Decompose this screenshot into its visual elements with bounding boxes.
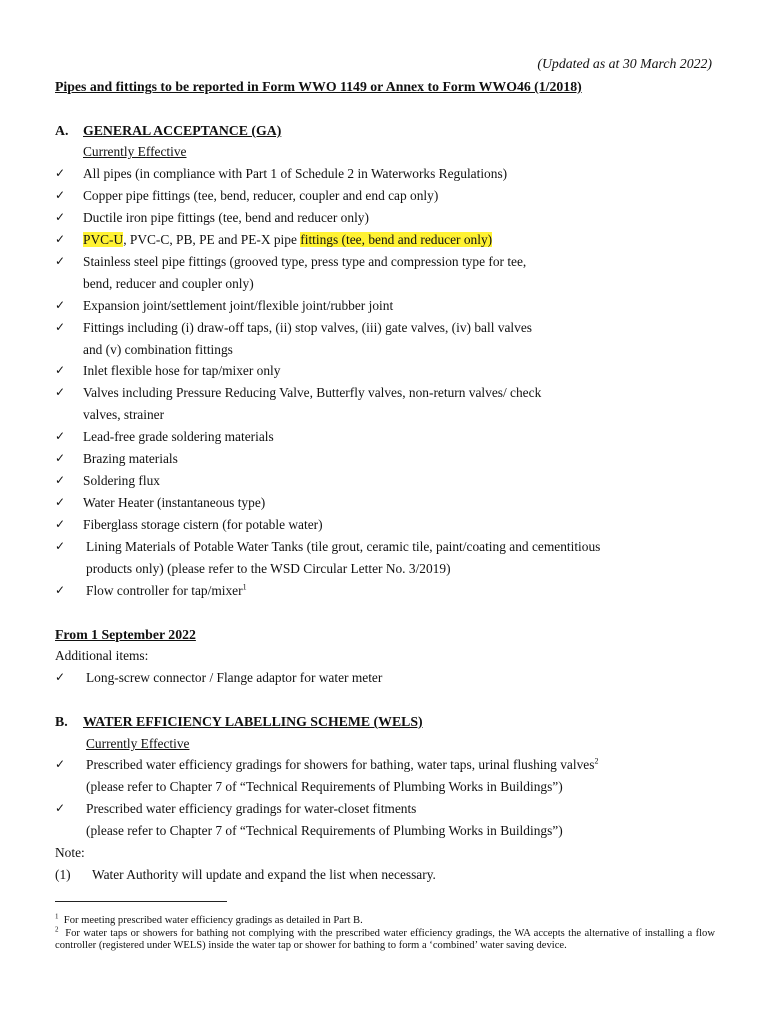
list-item-continuation: products only) (please refer to the WSD Circular Letter No. 3/2019) [86, 561, 451, 576]
check-mark-icon: ✓ [55, 429, 66, 443]
list-item-continuation: (please refer to Chapter 7 of “Technical Requirements of Plumbing Works in Buildings”) [86, 823, 563, 838]
list-item: Lining Materials of Potable Water Tanks (tile grout, ceramic tile, paint/coating and cementitious [86, 539, 601, 554]
flow-controller-text: Flow controller for tap/mixer [86, 583, 243, 598]
list-item: Brazing materials [83, 451, 178, 466]
list-item: Valves including Pressure Reducing Valve, Butterfly valves, non-return valves/ check [83, 385, 542, 400]
from-date-heading: From 1 September 2022 [55, 627, 196, 642]
check-mark-icon: ✓ [55, 254, 66, 268]
footnote-text: For meeting prescribed water efficiency gradings as detailed in Part B. [63, 915, 363, 926]
check-mark-icon: ✓ [55, 232, 66, 246]
check-mark-icon: ✓ [55, 583, 66, 597]
list-item: Expansion joint/settlement joint/flexible joint/rubber joint [83, 298, 394, 313]
check-mark-icon: ✓ [55, 363, 66, 377]
note-label: Note: [55, 845, 85, 860]
note-text: Water Authority will update and expand the list when necessary. [92, 867, 436, 882]
list-item-continuation: valves, strainer [83, 407, 165, 422]
footnote-divider [55, 901, 227, 902]
list-item-continuation: and (v) combination fittings [83, 342, 233, 357]
list-item: Water Heater (instantaneous type) [83, 495, 266, 510]
check-mark-icon: ✓ [55, 473, 66, 487]
section-b-subheading: Currently Effective [86, 736, 190, 751]
check-mark-icon: ✓ [55, 670, 66, 684]
list-item: Ductile iron pipe fittings (tee, bend and reducer only) [83, 210, 369, 225]
list-item: Fittings including (i) draw-off taps, (ii) stop valves, (iii) gate valves, (iv) ball valves [83, 320, 532, 335]
list-item-pvc [83, 231, 492, 248]
update-date: (Updated as at 30 March 2022) [537, 56, 712, 71]
highlighted-text: fittings (tee, bend and reducer only) [300, 232, 493, 247]
check-mark-icon: ✓ [55, 298, 66, 312]
section-a-heading: GENERAL ACCEPTANCE (GA) [83, 123, 282, 138]
list-item: Stainless steel pipe fittings (grooved type, press type and compression type for tee, [83, 254, 527, 269]
section-a-subheading: Currently Effective [83, 144, 187, 159]
additional-items-label: Additional items: [55, 648, 149, 663]
list-item: Fiberglass storage cistern (for potable water) [83, 517, 323, 532]
list-item: All pipes (in compliance with Part 1 of Schedule 2 in Waterworks Regulations) [83, 166, 508, 181]
list-item: Long-screw connector / Flange adaptor for water meter [86, 670, 383, 685]
footnote-1 [55, 912, 715, 927]
check-mark-icon: ✓ [55, 539, 66, 553]
check-mark-icon: ✓ [55, 451, 66, 465]
highlighted-text: PVC-U [83, 232, 124, 247]
footnote-number: 1 [55, 912, 59, 921]
check-mark-icon: ✓ [55, 188, 66, 202]
check-mark-icon: ✓ [55, 210, 66, 224]
check-mark-icon: ✓ [55, 320, 66, 334]
check-mark-icon: ✓ [55, 757, 66, 771]
list-item: Prescribed water efficiency gradings for water-closet fitments [86, 801, 417, 816]
list-item: Lead-free grade soldering materials [83, 429, 274, 444]
check-mark-icon: ✓ [55, 385, 66, 399]
footnote-number: 2 [55, 925, 59, 934]
plain-text: , PVC-C, PB, PE and PE-X pipe [123, 232, 301, 247]
wels-item-text: Prescribed water efficiency gradings for showers for bathing, water taps, urinal flushing valves [86, 757, 595, 772]
footnote-ref: 1 [242, 582, 247, 592]
check-mark-icon: ✓ [55, 166, 66, 180]
list-item [86, 582, 247, 599]
section-a-letter: A. [55, 123, 69, 138]
list-item-continuation: bend, reducer and coupler only) [83, 276, 254, 291]
check-mark-icon: ✓ [55, 517, 66, 531]
check-mark-icon: ✓ [55, 495, 66, 509]
section-b-heading: WATER EFFICIENCY LABELLING SCHEME (WELS) [83, 714, 423, 729]
document-title: Pipes and fittings to be reported in Form WWO 1149 or Annex to Form WWO46 (1/2018) [55, 79, 582, 94]
footnote-text: For water taps or showers for bathing not complying with the prescribed water efficiency gradings, the WA accepts the alternative of installing a flow controller (registered under WELS) inside the water tap or shower for bathing to form a ‘combined’ water saving device. [55, 928, 716, 951]
list-item-continuation: (please refer to Chapter 7 of “Technical Requirements of Plumbing Works in Buildings”) [86, 779, 563, 794]
section-b-letter: B. [55, 714, 68, 729]
footnote-ref: 2 [594, 756, 599, 766]
list-item [86, 756, 598, 773]
footnote-2 [55, 925, 716, 951]
note-number: (1) [55, 867, 71, 882]
list-item: Inlet flexible hose for tap/mixer only [83, 363, 281, 378]
list-item: Copper pipe fittings (tee, bend, reducer, coupler and end cap only) [83, 188, 439, 203]
check-mark-icon: ✓ [55, 801, 66, 815]
list-item: Soldering flux [83, 473, 160, 488]
